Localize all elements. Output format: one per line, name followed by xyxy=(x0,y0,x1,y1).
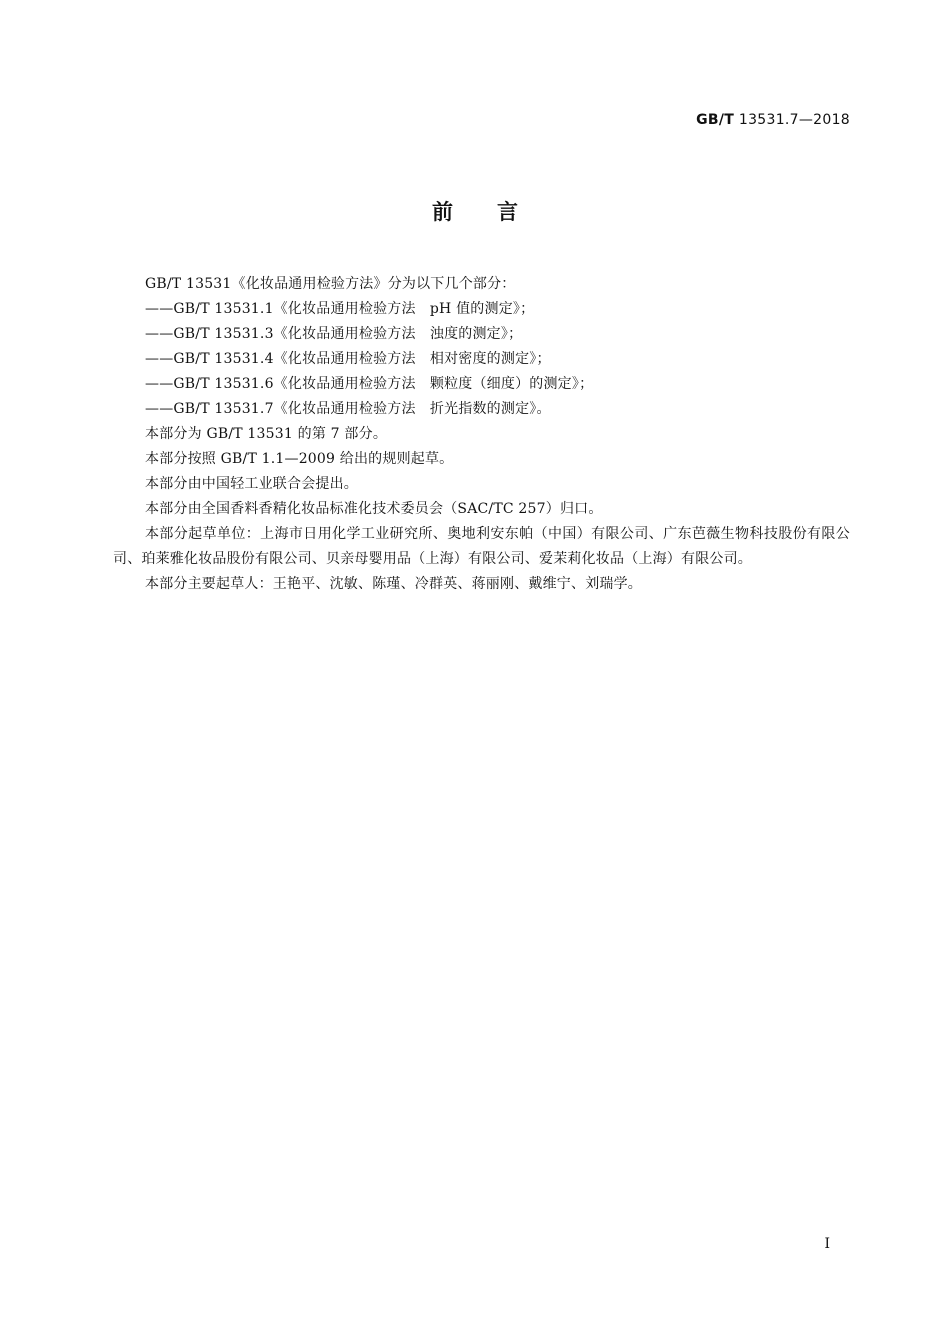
paragraph-part-1: ——GB/T 13531.1《化妆品通用检验方法 pH 值的测定》； xyxy=(145,301,535,317)
paragraph-part-4: ——GB/T 13531.4《化妆品通用检验方法 相对密度的测定》； xyxy=(145,351,551,367)
paragraph-part-6: ——GB/T 13531.6《化妆品通用检验方法 颗粒度（细度）的测定》； xyxy=(145,376,594,392)
foreword-title: 前言 xyxy=(432,200,562,224)
standard-code-header xyxy=(696,112,850,128)
standard-code-number: 13531.7—2018 xyxy=(738,112,850,128)
paragraph-series-intro: GB/T 13531《化妆品通用检验方法》分为以下几个部分： xyxy=(145,276,516,292)
paragraph-part-statement: 本部分为 GB/T 13531 的第 7 部分。 xyxy=(145,426,388,442)
page-number: I xyxy=(824,1236,830,1252)
paragraph-committee: 本部分由全国香料香精化妆品标准化技术委员会（SAC/TC 257）归口。 xyxy=(145,501,603,517)
paragraph-drafting-rules: 本部分按照 GB/T 1.1—2009 给出的规则起草。 xyxy=(145,451,454,467)
foreword-body xyxy=(113,272,850,597)
paragraph-part-3: ——GB/T 13531.3《化妆品通用检验方法 浊度的测定》； xyxy=(145,326,523,342)
paragraph-proposer: 本部分由中国轻工业联合会提出。 xyxy=(145,476,358,492)
paragraph-drafters: 本部分主要起草人：王艳平、沈敏、陈瑾、冷群英、蒋丽刚、戴维宁、刘瑞学。 xyxy=(145,576,642,592)
paragraph-drafting-units: 本部分起草单位：上海市日用化学工业研究所、奥地利安东帕（中国）有限公司、广东芭薇生物科技股份有限公司、珀莱雅化妆品股份有限公司、贝亲母婴用品（上海）有限公司、爱茉莉化妆品（上海）有限公司。 xyxy=(113,526,850,567)
standard-code-prefix: GB/T xyxy=(696,112,735,128)
paragraph-part-7: ——GB/T 13531.7《化妆品通用检验方法 折光指数的测定》。 xyxy=(145,401,551,417)
